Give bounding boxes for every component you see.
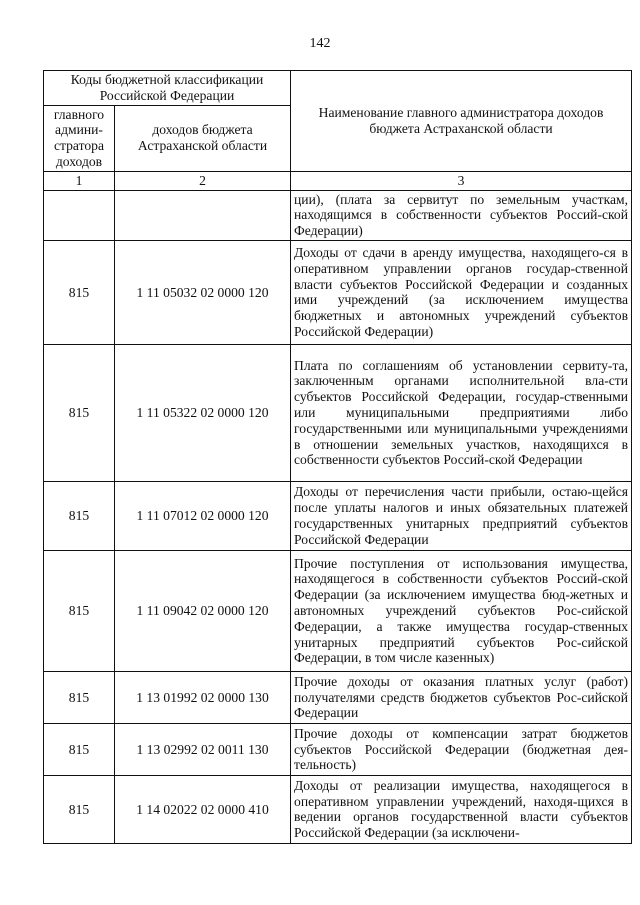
admin-code: 815 <box>44 671 115 723</box>
page-number: 142 <box>309 36 331 51</box>
income-code: 1 13 01992 02 0000 130 <box>115 671 291 723</box>
codes-group-header: Коды бюджетной классификации Российской Федерации <box>44 71 291 106</box>
table-row <box>44 723 632 775</box>
income-code <box>115 190 291 240</box>
income-name: Доходы от сдачи в аренду имущества, находящего-ся в оперативном управлении органов государ-ственной власти субъектов Российской Федерации и созданных ими учреждений (за исключением имущества бюджетных и автономных учреждений субъектов Российской Федерации) <box>291 240 632 344</box>
income-name: Плата по соглашениям об установлении сервиту-та, заключенным органами исполнительной вла-сти субъектов Российской Федерации, государ-ственными или муниципальными предприятиями либо государственными или муниципальными учреждениями в отношении земельных участков, находящихся в собственности субъектов Россий-ской Федерации <box>291 344 632 481</box>
income-code: 1 11 09042 02 0000 120 <box>115 550 291 671</box>
budget-classification-table <box>43 70 632 844</box>
income-code: 1 11 05322 02 0000 120 <box>115 344 291 481</box>
admin-code: 815 <box>44 775 115 843</box>
income-code: 1 11 07012 02 0000 120 <box>115 481 291 550</box>
name-column-header: Наименование главного администратора доходов бюджета Астраханской области <box>291 71 632 172</box>
income-code: 1 14 02022 02 0000 410 <box>115 775 291 843</box>
table-row <box>44 190 632 240</box>
column-number: 1 <box>44 171 115 190</box>
table-row <box>44 775 632 843</box>
income-name: Доходы от перечисления части прибыли, остаю-щейся после уплаты налогов и иных обязательных платежей государственных унитарных предприятий субъектов Российской Федерации <box>291 481 632 550</box>
admin-code: 815 <box>44 240 115 344</box>
admin-code: 815 <box>44 481 115 550</box>
admin-code <box>44 190 115 240</box>
admin-code: 815 <box>44 550 115 671</box>
column-numbers-row <box>44 171 632 190</box>
income-name: Прочие доходы от компенсации затрат бюджетов субъектов Российской Федерации (бюджетная дея-тельность) <box>291 723 632 775</box>
income-code: 1 13 02992 02 0011 130 <box>115 723 291 775</box>
income-name: Прочие поступления от использования имущества, находящегося в собственности субъектов Россий-ской Федерации (за исключением имущества бюд-жетных и автономных учреждений субъектов Рос-сийской Федерации, а также имущества государ-ственных унитарных предприятий субъектов Рос-сийской Федерации, в том числе казенных) <box>291 550 632 671</box>
table-row <box>44 550 632 671</box>
column-number: 2 <box>115 171 291 190</box>
table-row <box>44 481 632 550</box>
admin-code: 815 <box>44 344 115 481</box>
admin-column-header: главного админи-стратора доходов <box>44 105 115 171</box>
table-header-row <box>44 71 632 106</box>
income-name: Доходы от реализации имущества, находящегося в оперативном управлении учреждений, находя-щихся в ведении органов государственной власти субъектов Российской Федерации (за исключени- <box>291 775 632 843</box>
table-row <box>44 344 632 481</box>
income-code: 1 11 05032 02 0000 120 <box>115 240 291 344</box>
admin-code: 815 <box>44 723 115 775</box>
table-row <box>44 240 632 344</box>
column-number: 3 <box>291 171 632 190</box>
table-row <box>44 671 632 723</box>
income-column-header: доходов бюджета Астраханской области <box>115 105 291 171</box>
income-name: Прочие доходы от оказания платных услуг (работ) получателями средств бюджетов субъектов Рос-сийской Федерации <box>291 671 632 723</box>
income-name: ции), (плата за сервитут по земельным участкам, находящимся в собственности субъектов Россий-ской Федерации) <box>291 190 632 240</box>
